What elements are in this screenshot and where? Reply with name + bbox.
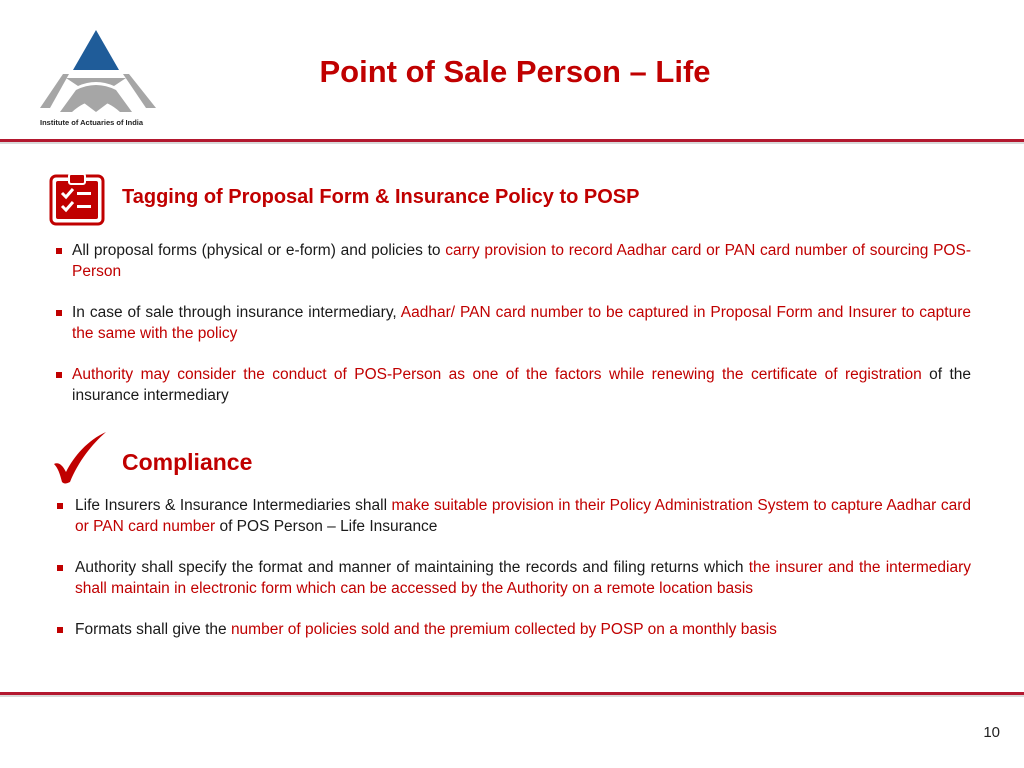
page-title: Point of Sale Person – Life	[319, 54, 711, 89]
bullet-square-icon	[56, 310, 62, 316]
list-item: In case of sale through insurance intermediary, Aadhar/ PAN card number to be captured in Proposal Form and Insurer to capture the same with the policy	[72, 303, 971, 344]
bullet-square-icon	[56, 248, 62, 254]
list-item: Formats shall give the number of policies sold and the premium collected by POSP on a monthly basis	[75, 620, 971, 641]
section-heading-tagging: Tagging of Proposal Form & Insurance Policy to POSP	[122, 186, 640, 208]
bullet-square-icon	[57, 565, 63, 571]
logo-caption: Institute of Actuaries of India	[40, 118, 144, 127]
checkmark-icon	[50, 430, 110, 486]
bullet-square-icon	[57, 503, 63, 509]
section-heading-compliance: Compliance	[122, 449, 253, 475]
page-number: 10	[983, 724, 1000, 741]
bullet-square-icon	[56, 372, 62, 378]
tagging-bullet-list	[72, 241, 971, 427]
list-item: Authority shall specify the format and manner of maintaining the records and filing returns which the insurer and the intermediary shall maintain in electronic form which can be accessed by the Authority on a remote location basis	[75, 558, 971, 599]
clipboard-checklist-icon	[48, 172, 106, 226]
bullet-square-icon	[57, 627, 63, 633]
compliance-bullet-list	[75, 496, 971, 662]
list-item: Life Insurers & Insurance Intermediaries shall make suitable provision in their Policy Administration System to capture Aadhar card or PAN card number of POS Person – Life Insurance	[75, 496, 971, 537]
list-item: Authority may consider the conduct of POS-Person as one of the factors while renewing the certificate of registration of the insurance intermediary	[72, 365, 971, 406]
list-item: All proposal forms (physical or e-form) and policies to carry provision to record Aadhar card or PAN card number of sourcing POS-Person	[72, 241, 971, 282]
